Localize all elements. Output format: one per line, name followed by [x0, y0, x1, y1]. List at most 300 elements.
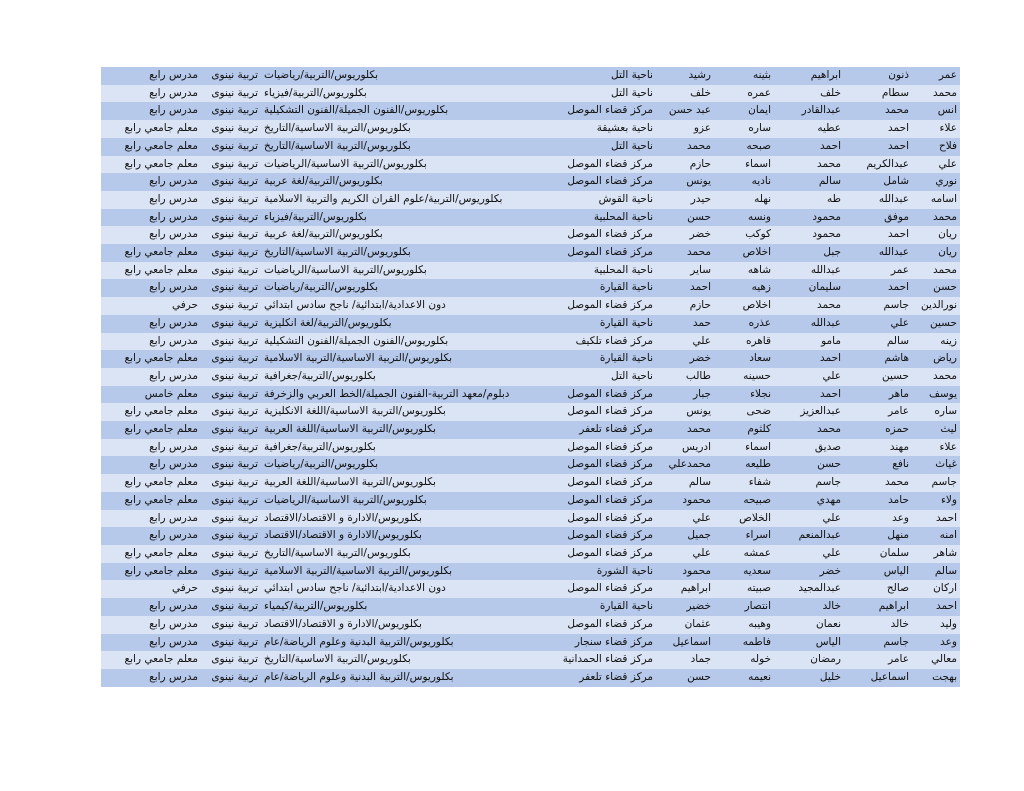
cell-grandfather-name: محمد	[774, 421, 844, 439]
cell-job-grade: مدرس رابع	[101, 669, 201, 687]
cell-first-name: اسامه	[912, 191, 960, 209]
cell-mother-father-name: عزو	[656, 120, 714, 138]
cell-mother-name: نهله	[714, 191, 774, 209]
cell-job-grade: معلم جامعي رابع	[101, 651, 201, 669]
cell-grandfather-name: محمود	[774, 226, 844, 244]
cell-job-grade: مدرس رابع	[101, 634, 201, 652]
cell-job-grade: مدرس رابع	[101, 439, 201, 457]
cell-mother-father-name: اسماعيل	[656, 634, 714, 652]
cell-mother-father-name: حسن	[656, 209, 714, 227]
table-row	[101, 262, 960, 280]
cell-grandfather-name: خليل	[774, 669, 844, 687]
cell-first-name: ريان	[912, 226, 960, 244]
table-row	[101, 403, 960, 421]
cell-father-name: ابراهيم	[844, 598, 912, 616]
cell-directorate: تربية نينوى	[201, 138, 261, 156]
cell-first-name: انس	[912, 102, 960, 120]
cell-mother-father-name: محمود	[656, 492, 714, 510]
cell-grandfather-name: محمد	[774, 156, 844, 174]
cell-directorate: تربية نينوى	[201, 85, 261, 103]
cell-district: مركز قضاء الموصل	[556, 403, 656, 421]
cell-job-grade: مدرس رابع	[101, 315, 201, 333]
cell-directorate: تربية نينوى	[201, 244, 261, 262]
cell-father-name: سطام	[844, 85, 912, 103]
cell-job-grade: حرفي	[101, 580, 201, 598]
cell-mother-name: سعاد	[714, 350, 774, 368]
cell-father-name: وعد	[844, 510, 912, 528]
cell-directorate: تربية نينوى	[201, 297, 261, 315]
cell-education: بكلوريوس/الادارة و الاقتصاد/الاقتصاد	[261, 616, 556, 634]
cell-first-name: نورالدين	[912, 297, 960, 315]
cell-first-name: ريان	[912, 244, 960, 262]
cell-mother-father-name: رشيد	[656, 67, 714, 85]
cell-district: ناحية القيارة	[556, 315, 656, 333]
cell-mother-name: اسماء	[714, 156, 774, 174]
cell-first-name: محمد	[912, 368, 960, 386]
cell-mother-father-name: خضير	[656, 598, 714, 616]
cell-education: بكلوريوس/الفنون الجميلة/الفنون التشكيلية	[261, 102, 556, 120]
cell-education: بكلوريوس/التربية الاساسية/الرياضيات	[261, 156, 556, 174]
cell-grandfather-name: خالد	[774, 598, 844, 616]
cell-mother-name: عمره	[714, 85, 774, 103]
table-row	[101, 138, 960, 156]
cell-education: بكلوريوس/التربية الاساسية/التربية الاسلامية	[261, 563, 556, 581]
cell-job-grade: مدرس رابع	[101, 102, 201, 120]
cell-first-name: وعد	[912, 634, 960, 652]
cell-education: بكلوريوس/التربية الاساسية/اللغة الانكليزية	[261, 403, 556, 421]
cell-mother-father-name: محمد	[656, 421, 714, 439]
table-row	[101, 634, 960, 652]
cell-directorate: تربية نينوى	[201, 226, 261, 244]
cell-job-grade: مدرس رابع	[101, 456, 201, 474]
cell-grandfather-name: احمد	[774, 350, 844, 368]
cell-grandfather-name: احمد	[774, 386, 844, 404]
cell-directorate: تربية نينوى	[201, 651, 261, 669]
table-row	[101, 598, 960, 616]
cell-mother-name: نجلاء	[714, 386, 774, 404]
cell-first-name: سالم	[912, 563, 960, 581]
cell-education: بكلوريوس/التربية/علوم القران الكريم والتربية الاسلامية	[261, 191, 556, 209]
cell-mother-name: قاهره	[714, 333, 774, 351]
cell-district: مركز قضاء الموصل	[556, 510, 656, 528]
cell-mother-father-name: ابراهيم	[656, 580, 714, 598]
cell-education: بكلوريوس/التربية الاساسية/الرياضيات	[261, 492, 556, 510]
cell-grandfather-name: احمد	[774, 138, 844, 156]
cell-first-name: ساره	[912, 403, 960, 421]
cell-mother-name: ضحى	[714, 403, 774, 421]
cell-education: بكلوريوس/التربية/رياضيات	[261, 67, 556, 85]
cell-education: بكلوريوس/التربية البدنية وعلوم الرياضة/عام	[261, 669, 556, 687]
cell-education: بكلوريوس/الفنون الجميلة/الفنون التشكيلية	[261, 333, 556, 351]
cell-father-name: حسين	[844, 368, 912, 386]
cell-mother-name: شاهه	[714, 262, 774, 280]
cell-grandfather-name: جاسم	[774, 474, 844, 492]
table-row	[101, 527, 960, 545]
cell-mother-name: طليعه	[714, 456, 774, 474]
cell-district: ناحية التل	[556, 67, 656, 85]
cell-mother-name: عذره	[714, 315, 774, 333]
cell-education: دون الاعدادية/ابتدائية/ ناجح سادس ابتدائي	[261, 297, 556, 315]
cell-education: بكلوريوس/التربية/لغة عربية	[261, 226, 556, 244]
cell-directorate: تربية نينوى	[201, 333, 261, 351]
cell-grandfather-name: محمود	[774, 209, 844, 227]
cell-grandfather-name: جبل	[774, 244, 844, 262]
cell-job-grade: مدرس رابع	[101, 209, 201, 227]
cell-mother-father-name: خلف	[656, 85, 714, 103]
cell-district: ناحية بعشيقة	[556, 120, 656, 138]
cell-mother-father-name: محمد	[656, 138, 714, 156]
cell-father-name: ذنون	[844, 67, 912, 85]
cell-mother-name: شفاء	[714, 474, 774, 492]
cell-mother-name: اخلاص	[714, 297, 774, 315]
cell-grandfather-name: عبدالله	[774, 262, 844, 280]
cell-father-name: عامر	[844, 651, 912, 669]
cell-mother-name: صبيحه	[714, 492, 774, 510]
cell-education: بكلوريوس/التربية الاساسية/التاريخ	[261, 138, 556, 156]
table-row	[101, 279, 960, 297]
cell-directorate: تربية نينوى	[201, 669, 261, 687]
cell-father-name: عمر	[844, 262, 912, 280]
cell-father-name: مهند	[844, 439, 912, 457]
cell-first-name: احمد	[912, 598, 960, 616]
table-row	[101, 333, 960, 351]
cell-directorate: تربية نينوى	[201, 545, 261, 563]
cell-mother-name: بثينه	[714, 67, 774, 85]
cell-grandfather-name: طه	[774, 191, 844, 209]
table-row	[101, 209, 960, 227]
table-row	[101, 156, 960, 174]
table-row	[101, 580, 960, 598]
cell-father-name: سالم	[844, 333, 912, 351]
cell-mother-name: الخلاص	[714, 510, 774, 528]
table-row	[101, 226, 960, 244]
cell-first-name: معالي	[912, 651, 960, 669]
cell-grandfather-name: ابراهيم	[774, 67, 844, 85]
cell-grandfather-name: عبدالله	[774, 315, 844, 333]
cell-directorate: تربية نينوى	[201, 350, 261, 368]
cell-district: مركز قضاء تلعفر	[556, 421, 656, 439]
cell-mother-father-name: احمد	[656, 279, 714, 297]
table-row	[101, 244, 960, 262]
cell-mother-father-name: علي	[656, 510, 714, 528]
cell-district: ناحية القوش	[556, 191, 656, 209]
cell-job-grade: مدرس رابع	[101, 226, 201, 244]
cell-education: بكلوريوس/التربية/رياضيات	[261, 279, 556, 297]
cell-job-grade: معلم جامعي رابع	[101, 474, 201, 492]
cell-first-name: فلاح	[912, 138, 960, 156]
cell-father-name: شامل	[844, 173, 912, 191]
cell-mother-name: صبيته	[714, 580, 774, 598]
cell-grandfather-name: علي	[774, 368, 844, 386]
cell-directorate: تربية نينوى	[201, 598, 261, 616]
cell-job-grade: معلم جامعي رابع	[101, 120, 201, 138]
cell-district: ناحية التل	[556, 85, 656, 103]
table-row	[101, 120, 960, 138]
cell-father-name: اسماعيل	[844, 669, 912, 687]
cell-district: ناحية القيارة	[556, 598, 656, 616]
cell-mother-name: اسراء	[714, 527, 774, 545]
cell-mother-father-name: حازم	[656, 156, 714, 174]
cell-first-name: يوسف	[912, 386, 960, 404]
cell-first-name: بهجت	[912, 669, 960, 687]
cell-directorate: تربية نينوى	[201, 209, 261, 227]
cell-education: بكلوريوس/التربية الاساسية/التاريخ	[261, 244, 556, 262]
cell-mother-name: ساره	[714, 120, 774, 138]
cell-mother-father-name: علي	[656, 545, 714, 563]
cell-education: بكلوريوس/التربية الاساسية/اللغة العربية	[261, 421, 556, 439]
cell-directorate: تربية نينوى	[201, 279, 261, 297]
table-row	[101, 350, 960, 368]
cell-mother-father-name: محمدعلي	[656, 456, 714, 474]
cell-grandfather-name: مهدي	[774, 492, 844, 510]
cell-job-grade: مدرس رابع	[101, 191, 201, 209]
cell-directorate: تربية نينوى	[201, 456, 261, 474]
cell-mother-father-name: طالب	[656, 368, 714, 386]
cell-grandfather-name: الياس	[774, 634, 844, 652]
cell-mother-name: زهيه	[714, 279, 774, 297]
table-row	[101, 616, 960, 634]
cell-district: مركز قضاء الموصل	[556, 156, 656, 174]
table-row	[101, 439, 960, 457]
cell-job-grade: معلم جامعي رابع	[101, 244, 201, 262]
cell-mother-father-name: عبد حسن	[656, 102, 714, 120]
cell-grandfather-name: محمد	[774, 297, 844, 315]
cell-district: مركز قضاء الموصل	[556, 527, 656, 545]
cell-mother-name: ناديه	[714, 173, 774, 191]
cell-mother-name: ونسه	[714, 209, 774, 227]
cell-education: بكلوريوس/الادارة و الاقتصاد/الاقتصاد	[261, 510, 556, 528]
table-row	[101, 563, 960, 581]
cell-district: مركز قضاء الموصل	[556, 244, 656, 262]
table-row	[101, 67, 960, 85]
cell-district: مركز قضاء الموصل	[556, 386, 656, 404]
cell-first-name: ليث	[912, 421, 960, 439]
cell-directorate: تربية نينوى	[201, 580, 261, 598]
cell-mother-father-name: جميل	[656, 527, 714, 545]
cell-district: مركز قضاء الموصل	[556, 492, 656, 510]
cell-education: دون الاعدادية/ابتدائية/ ناجح سادس ابتدائي	[261, 580, 556, 598]
cell-father-name: احمد	[844, 226, 912, 244]
cell-education: بكلوريوس/التربية/لغة انكليزية	[261, 315, 556, 333]
cell-job-grade: معلم جامعي رابع	[101, 492, 201, 510]
cell-mother-father-name: خضر	[656, 226, 714, 244]
cell-job-grade: مدرس رابع	[101, 368, 201, 386]
cell-grandfather-name: سالم	[774, 173, 844, 191]
employee-table	[101, 67, 960, 687]
cell-father-name: موفق	[844, 209, 912, 227]
cell-grandfather-name: علي	[774, 510, 844, 528]
cell-directorate: تربية نينوى	[201, 173, 261, 191]
cell-grandfather-name: سليمان	[774, 279, 844, 297]
cell-district: مركز قضاء الموصل	[556, 173, 656, 191]
cell-mother-name: صبحه	[714, 138, 774, 156]
cell-district: مركز قضاء الموصل	[556, 580, 656, 598]
cell-directorate: تربية نينوى	[201, 386, 261, 404]
cell-mother-name: خوله	[714, 651, 774, 669]
cell-mother-father-name: يونس	[656, 403, 714, 421]
cell-education: بكلوريوس/التربية/كيمياء	[261, 598, 556, 616]
cell-mother-father-name: حسن	[656, 669, 714, 687]
cell-grandfather-name: خضر	[774, 563, 844, 581]
cell-first-name: اركان	[912, 580, 960, 598]
cell-mother-father-name: علي	[656, 333, 714, 351]
cell-job-grade: معلم جامعي رابع	[101, 545, 201, 563]
table-row	[101, 669, 960, 687]
cell-mother-father-name: محمد	[656, 244, 714, 262]
cell-directorate: تربية نينوى	[201, 439, 261, 457]
cell-father-name: احمد	[844, 138, 912, 156]
cell-directorate: تربية نينوى	[201, 315, 261, 333]
cell-first-name: عمر	[912, 67, 960, 85]
cell-job-grade: مدرس رابع	[101, 85, 201, 103]
cell-education: بكلوريوس/التربية الاساسية/اللغة العربية	[261, 474, 556, 492]
table-row	[101, 315, 960, 333]
cell-job-grade: مدرس رابع	[101, 67, 201, 85]
cell-directorate: تربية نينوى	[201, 616, 261, 634]
cell-grandfather-name: عبدالمجيد	[774, 580, 844, 598]
cell-education: بكلوريوس/التربية/جغرافية	[261, 368, 556, 386]
cell-first-name: حسن	[912, 279, 960, 297]
cell-directorate: تربية نينوى	[201, 421, 261, 439]
cell-directorate: تربية نينوى	[201, 156, 261, 174]
cell-grandfather-name: رمضان	[774, 651, 844, 669]
cell-job-grade: معلم جامعي رابع	[101, 563, 201, 581]
cell-directorate: تربية نينوى	[201, 474, 261, 492]
cell-father-name: محمد	[844, 102, 912, 120]
cell-education: بكلوريوس/التربية الاساسية/التاريخ	[261, 651, 556, 669]
cell-first-name: محمد	[912, 209, 960, 227]
cell-mother-name: نعيمه	[714, 669, 774, 687]
cell-education: بكلوريوس/التربية/رياضيات	[261, 456, 556, 474]
cell-district: مركز قضاء الحمدانية	[556, 651, 656, 669]
cell-grandfather-name: مامو	[774, 333, 844, 351]
cell-mother-name: كلثوم	[714, 421, 774, 439]
cell-mother-father-name: عثمان	[656, 616, 714, 634]
cell-grandfather-name: عبدالمنعم	[774, 527, 844, 545]
cell-grandfather-name: حسن	[774, 456, 844, 474]
cell-district: ناحية القيارة	[556, 350, 656, 368]
cell-job-grade: معلم جامعي رابع	[101, 138, 201, 156]
table-row	[101, 474, 960, 492]
cell-father-name: منهل	[844, 527, 912, 545]
cell-first-name: غياث	[912, 456, 960, 474]
cell-job-grade: معلم جامعي رابع	[101, 403, 201, 421]
table-row	[101, 173, 960, 191]
cell-mother-name: فاطمه	[714, 634, 774, 652]
cell-first-name: نوري	[912, 173, 960, 191]
cell-first-name: شاهر	[912, 545, 960, 563]
cell-directorate: تربية نينوى	[201, 67, 261, 85]
cell-mother-name: ايمان	[714, 102, 774, 120]
cell-father-name: سلمان	[844, 545, 912, 563]
cell-district: مركز قضاء الموصل	[556, 226, 656, 244]
cell-directorate: تربية نينوى	[201, 262, 261, 280]
cell-district: ناحية التل	[556, 138, 656, 156]
cell-education: بكلوريوس/التربية الاساسية/الرياضيات	[261, 262, 556, 280]
cell-mother-father-name: محمود	[656, 563, 714, 581]
cell-mother-father-name: حازم	[656, 297, 714, 315]
cell-district: ناحية المحلبية	[556, 209, 656, 227]
cell-directorate: تربية نينوى	[201, 563, 261, 581]
cell-education: بكلوريوس/التربية/فيزياء	[261, 85, 556, 103]
cell-district: مركز قضاء تلكيف	[556, 333, 656, 351]
cell-father-name: جاسم	[844, 634, 912, 652]
cell-education: بكلوريوس/التربية/فيزياء	[261, 209, 556, 227]
cell-mother-father-name: حيدر	[656, 191, 714, 209]
cell-father-name: ماهر	[844, 386, 912, 404]
table-row	[101, 297, 960, 315]
cell-directorate: تربية نينوى	[201, 191, 261, 209]
table-row	[101, 510, 960, 528]
cell-mother-father-name: سالم	[656, 474, 714, 492]
cell-father-name: صالح	[844, 580, 912, 598]
cell-father-name: احمد	[844, 279, 912, 297]
cell-district: ناحية الشورة	[556, 563, 656, 581]
cell-mother-father-name: جبار	[656, 386, 714, 404]
cell-district: ناحية المحلبية	[556, 262, 656, 280]
cell-first-name: رياض	[912, 350, 960, 368]
cell-mother-name: اسماء	[714, 439, 774, 457]
cell-mother-father-name: خضر	[656, 350, 714, 368]
cell-father-name: نافع	[844, 456, 912, 474]
cell-directorate: تربية نينوى	[201, 527, 261, 545]
cell-directorate: تربية نينوى	[201, 510, 261, 528]
cell-job-grade: مدرس رابع	[101, 616, 201, 634]
cell-education: بكلوريوس/التربية/لغة عربية	[261, 173, 556, 191]
cell-district: مركز قضاء الموصل	[556, 616, 656, 634]
cell-mother-father-name: جماد	[656, 651, 714, 669]
cell-district: مركز قضاء الموصل	[556, 456, 656, 474]
cell-education: بكلوريوس/التربية/جغرافية	[261, 439, 556, 457]
cell-first-name: وليد	[912, 616, 960, 634]
cell-grandfather-name: صديق	[774, 439, 844, 457]
cell-district: مركز قضاء الموصل	[556, 297, 656, 315]
table-row	[101, 456, 960, 474]
cell-job-grade: مدرس رابع	[101, 510, 201, 528]
cell-mother-father-name: ساير	[656, 262, 714, 280]
cell-father-name: علي	[844, 315, 912, 333]
cell-district: مركز قضاء الموصل	[556, 439, 656, 457]
cell-first-name: علاء	[912, 120, 960, 138]
cell-father-name: عبدالله	[844, 244, 912, 262]
table-row	[101, 386, 960, 404]
cell-father-name: الياس	[844, 563, 912, 581]
cell-directorate: تربية نينوى	[201, 102, 261, 120]
cell-district: مركز قضاء الموصل	[556, 545, 656, 563]
cell-mother-father-name: حمد	[656, 315, 714, 333]
cell-first-name: جاسم	[912, 474, 960, 492]
cell-job-grade: مدرس رابع	[101, 527, 201, 545]
cell-education: بكلوريوس/التربية الاساسية/التربية الاسلامية	[261, 350, 556, 368]
cell-grandfather-name: عبدالعزيز	[774, 403, 844, 421]
cell-district: مركز قضاء الموصل	[556, 102, 656, 120]
cell-district: مركز قضاء سنجار	[556, 634, 656, 652]
cell-education: بكلوريوس/التربية الاساسية/التاريخ	[261, 545, 556, 563]
cell-father-name: حمزه	[844, 421, 912, 439]
cell-education: دبلوم/معهد التربية-الفنون الجميلة/الخط العربي والزخرفة	[261, 386, 556, 404]
cell-mother-name: اخلاص	[714, 244, 774, 262]
table-row	[101, 492, 960, 510]
cell-mother-father-name: يونس	[656, 173, 714, 191]
cell-job-grade: مدرس رابع	[101, 279, 201, 297]
cell-directorate: تربية نينوى	[201, 368, 261, 386]
table-row	[101, 421, 960, 439]
cell-father-name: جاسم	[844, 297, 912, 315]
cell-job-grade: معلم جامعي رابع	[101, 156, 201, 174]
table-row	[101, 651, 960, 669]
cell-father-name: محمد	[844, 474, 912, 492]
cell-first-name: احمد	[912, 510, 960, 528]
